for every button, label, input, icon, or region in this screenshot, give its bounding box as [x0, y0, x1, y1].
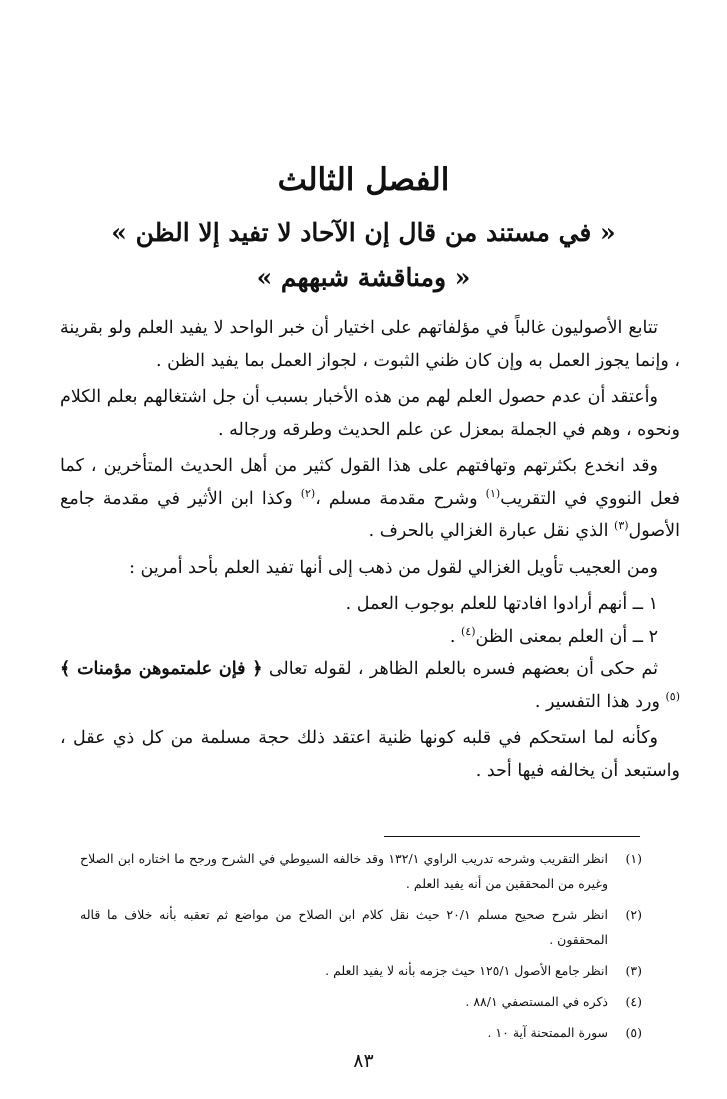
footnote	[80, 958, 642, 983]
paragraph-text: وشرح مقدمة مسلم ،	[315, 488, 486, 509]
item-number: ١ ــ	[632, 594, 658, 614]
footnote-number: (٣)	[625, 963, 642, 978]
footnote-number: (٢)	[625, 907, 642, 922]
chapter-subtitle-line-1: « في مستند من قال إن الآحاد لا تفيد إلا الظن »	[111, 218, 616, 247]
chapter-title: الفصل الثالث	[277, 162, 450, 198]
paragraph-text: وكذا ابن الأثير في مقدمة جامع الأصول	[60, 488, 680, 541]
numbered-item	[60, 588, 680, 621]
footnotes	[80, 846, 642, 1051]
item-text: أنهم أرادوا افادتها للعلم بوجوب العمل .	[345, 594, 628, 614]
footnote-number: (٤)	[625, 994, 642, 1009]
footnote-ref: (١)	[485, 486, 501, 500]
paragraph: وأعتقد أن عدم حصول العلم لهم من هذه الأخبار بسبب أن جل اشتغالهم بعلم الكلام ونحوه ، وهم في الجملة بمعزل عن علم الحديث وطرقه ورجاله .	[60, 387, 680, 440]
item-text-end: .	[449, 626, 462, 647]
footnote-ref: (٥)	[665, 689, 680, 703]
paragraph: تتابع الأصوليون غالباً في مؤلفاتهم على اختيار أن خبر الواحد لا يفيد العلم ولو بقرينة ، وإنما يجوز العمل به وإن كان ظني الثبوت ، لجواز العمل بما يفيد الظن .	[60, 318, 680, 371]
item-text: أن العلم بمعنى الظن	[475, 626, 628, 647]
footnote	[80, 1020, 642, 1045]
footnote-text: انظر شرح صحيح مسلم ٢٠/١ حيث نقل كلام ابن الصلاح من مواضع ثم تعقبه بأنه خلاف ما قاله المحققون .	[80, 907, 608, 947]
footnote	[80, 989, 642, 1014]
footnote-text: انظر جامع الأصول ١٢٥/١ حيث جزمه بأنه لا يفيد العلم .	[325, 963, 608, 978]
paragraph-text: ثم حكى أن بعضهم فسره بالعلم الظاهر ، لقوله تعالى	[262, 659, 658, 679]
paragraph: ومن العجيب تأويل الغزالي لقول من ذهب إلى أنها تفيد العلم بأحد أمرين :	[129, 557, 658, 578]
footnote-number: (٥)	[625, 1025, 642, 1040]
footnote	[80, 846, 642, 896]
page-number: ٨٣	[353, 1050, 374, 1072]
footnote-text: سورة الممتحنة آية ١٠ .	[487, 1025, 608, 1040]
footnote-ref: (٤)	[461, 624, 476, 638]
item-number: ٢ ــ	[632, 626, 658, 647]
paragraph-text: ورد هذا التفسير .	[534, 691, 666, 712]
footnote-ref: (٣)	[614, 519, 629, 533]
numbered-item	[60, 621, 680, 654]
paragraph	[60, 653, 680, 718]
footnote	[80, 902, 642, 952]
footnote-separator	[384, 836, 640, 837]
paragraph-text: وقد انخدع بكثرتهم وتهافتهم على هذا القول كثير من أهل الحديث المتأخرين ، كما فعل النووي في التقريب	[60, 456, 681, 509]
footnote-ref: (٢)	[300, 486, 316, 500]
paragraph-text: الذي نقل عبارة الغزالي بالحرف .	[368, 521, 615, 541]
body-text	[60, 312, 680, 791]
paragraph: وكأنه لما استحكم في قلبه كونها ظنية اعتقد ذلك حجة مسلمة من كل ذي عقل ، واستبعد أن يخالفه فيها أحد .	[60, 728, 680, 781]
chapter-subtitle-line-2: « ومناقشة شبههم »	[256, 263, 471, 292]
paragraph	[60, 450, 680, 548]
quran-verse: ﴿ فإن علمتموهن مؤمنات ﴾	[60, 659, 263, 679]
footnote-number: (١)	[625, 851, 642, 866]
footnote-text: انظر التقريب وشرحه تدريب الراوي ١٣٢/١ وقد خالفه السيوطي في الشرح ورجح ما اختاره ابن الصلاح وغيره من المحققين من أنه يفيد العلم .	[80, 851, 608, 891]
footnote-text: ذكره في المستصفي ٨٨/١ .	[465, 994, 608, 1009]
